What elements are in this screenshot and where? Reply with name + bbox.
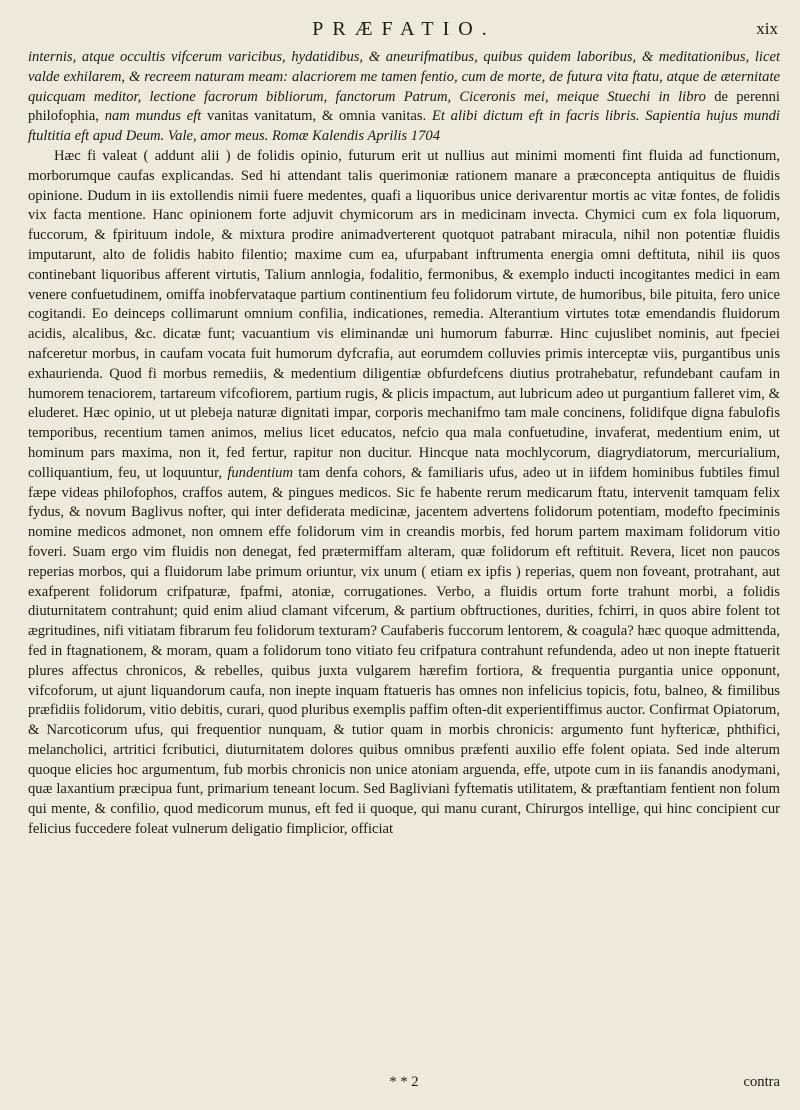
page-footer <box>28 1074 780 1096</box>
text-run: Hæc fi valeat ( addunt alii ) de folidis opinio, futurum erit ut nullius aut minimi momenti fint fluida ad functionum, morborumque caufas explicandas. Sed hi attendant talis querimoniæ rationem manare a præconcepta antiquitus de fluidis opinione. Dudum in iis extollendis nimii fuere medentes, quafi a liquoribus unice derivarentur mortis ac vitæ fontes, de folidis vix facta mentione. Hanc opinionem forte adjuvit chymicorum ars in medicinam invecta. Chymici cum ex fola liquorum, fuccorum, & fpirituum indole, & mixtura prodire animadverterent quotquot patrabant miracula, nihil non potentiæ fluidis imputarunt, alto de folidis habito filentio; maxime cum ea, ufurpabant inftrumenta energia omni deftituta, nihil iis quos continebant liquoribus afferent virtutis, Talium annlogia, fodalitio, fermonibus, & exemplo inducti incogitantes medici in eam venere confuetudinem, omiffa inobfervataque partium continentium feu folidorum virtute, de humoribus, bile pituita, fero unice cogitandi. Eo deinceps collimarunt omnium confilia, indicationes, remedia. Alterantium virtutes totæ emendandis fluidorum acidis, alcalibus, &c. dicatæ funt; vacuantium vis eliminandæ uni humorum faburræ. Hinc cujuslibet nominis, aut fpeciei nafceretur morbus, in caufam vocata fuit humorum dyfcrafia, aut eorumdem colluvies primis interceptæ viis, purgantibus unis exhaurienda. Quod fi morbus remediis, & medentium diligentiæ obfurdefcens diutius protrahebatur, refundebant caufam in humorem tenaciorem, tartareum vifcofiorem, partium rugis, & plicis impactum, aut lubricum adeo ut purgantium falleret vim, & eluderet. Hæc opinio, ut ut plebeja naturæ dignitati impar, corporis mechanifmo tam male concinens, folidifque digna fabulofis temporibus, recentium tamen animos, melius licet educatos, nefcio qua mala confuetudine, invaferat, medentium enim, ut hominum pars maxima, non it, fed fertur, rapitur non ducitur. Hincque nata mochlycorum, diagrydiatorum, mercurialium, colliquantium, feu, ut loquuntur, <box>28 147 780 481</box>
italic-run: fundentium <box>227 464 293 481</box>
running-title: PRÆFATIO. <box>312 18 496 40</box>
italic-run: internis, atque occultis vifcerum varicibus, hydatidibus, & aneurifmatibus, quibus quidem laboribus, & meditationibus, licet valde exhilarem, & recreem naturam meam: alacriorem me tamen fentio, cum de morte, de futura vita ftatu, atque de æternitate quicquam meditor, lectione facrorum bibliorum, fanctorum Patrum, Ciceronis mei, meique Stuechi in libro <box>28 49 780 105</box>
body-text <box>28 48 780 840</box>
signature-mark: * * 2 <box>389 1074 419 1090</box>
italic-run: Et alibi dictum eft in facris libris. Sapientia hujus mundi ftultitia eft apud Deum. Vale, amor meus. Romæ Kalendis Aprilis 1704 <box>28 108 780 145</box>
text-run: de perenni philofophia, <box>28 88 780 125</box>
page-number: xix <box>756 19 778 38</box>
text-run: tam denfa cohors, & familiaris ufus, adeo ut in iifdem hominibus fubtiles fimul fæpe videas philofophos, craffos autem, & pingues medicos. Sic fe habente rerum medicarum ftatu, intervenit tamquam felix fydus, & novum Baglivus nofter, qui inter defiderata medicinæ, jacentem advertens folidorum potentiam, modefto fpeciminis nomine medicos admonet, non omnem effe folidorum vim in creandis morbis, fed horum partem maximam folidorum vitio foveri. Suam ergo vim fluidis non denegat, fed prætermiffam alteram, quæ folidorum eft reftituit. Revera, licet non paucos reperias morbos, qui a fluidorum labe primum oriuntur, vix unum ( etiam ex ipfis ) reperias, quem non foveant, protrahant, aut exafperent folidorum crifpaturæ, fpafmi, atoniæ, corrugationes. Verbo, a fluidis ortum forte trahunt morbi, a folidis diuturnitatem contrahunt; quid enim aliud clamant vifcerum, & partium obftructiones, durities, fchirri, in quos abire folent tot ægritudines, nifi vitiatam fibrarum feu folidorum texturam? Caufaberis fuccorum lentorem, & coagula? hæc quoque admittenda, fed in ftagnationem, & moram, quam a folidorum tono vitiato feu crifpatura contrahunt refundenda, adeo ut non inepte ftatuerit plures affectus chronicos, & rebelles, quibus juxta vulgarem hærefim fortiora, & frequentia purgantia unice opponunt, vifcoforum, ut ajunt liquandorum caufa, non inepte inquam ftatueris has omnes non infelicius topicis, fotu, balneo, & fimilibus præfidiis folidorum, vitio debitis, curari, quod pluribus exemplis paffim often-dit experientiffimus auctor. Confirmat Opiatorum, & Narcoticorum ufus, qui frequentior nunquam, & tutior quam in morbis chronicis: argumento funt hyftericæ, phthifici, melancholici, artritici fcributici, diuturnitatem dolores quibus omnibus præfenti auxilio effe folent opiata. Sed inde alterum quoque elicies hoc argumentum, fub morbis chronicis non unice atoniam arguenda, effe, utpote cum in iis fanandis anodymani, quæ laxantium præcipua funt, primarium teneant locum. Sed Bagliviani fyftematis utilitatem, & præftantiam fentient non folum qui mente, & confilio, quod medicorum munus, eft fed ii quoque, qui manu curant, Chirurgos intellige, qui hinc concipient cur felicius fuccedere foleat vulnerum deligatio fimplicior, officiat <box>28 464 780 838</box>
italic-run: nam mundus eft <box>104 108 202 125</box>
text-run: vanitas vanitatum, & omnia vanitas. <box>201 108 432 125</box>
page-header <box>28 14 780 44</box>
catchword: contra <box>743 1074 780 1090</box>
paragraph-1 <box>28 48 780 147</box>
paragraph-2 <box>28 147 780 840</box>
